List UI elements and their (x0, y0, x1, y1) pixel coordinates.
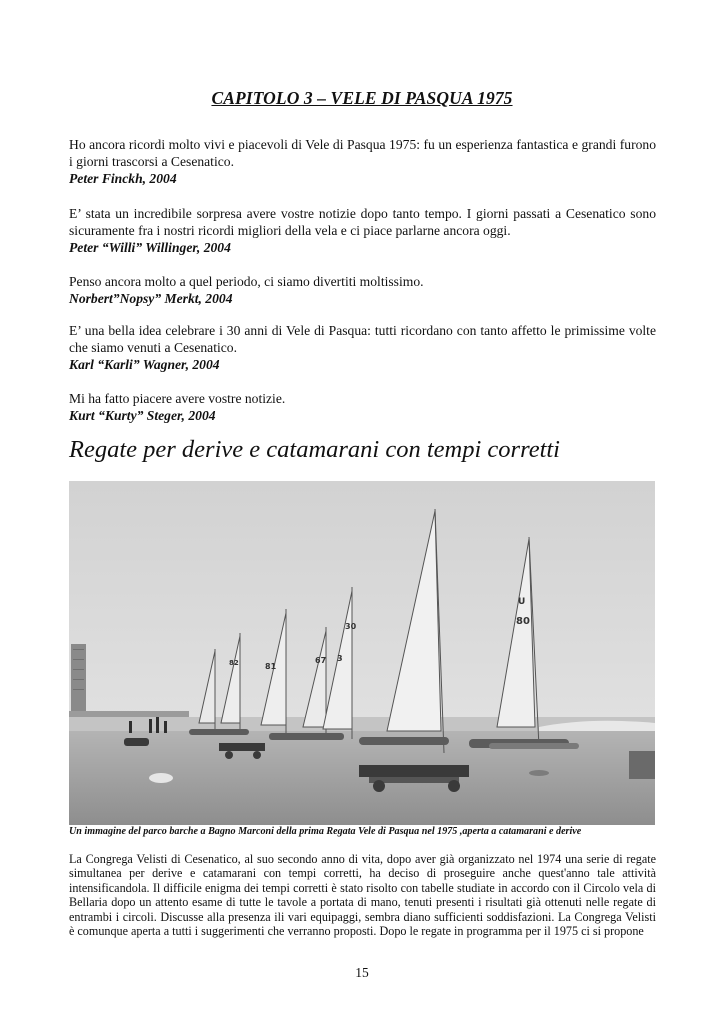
section-heading: Regate per derive e catamarani con tempi corretti (69, 436, 560, 463)
quote-5 (69, 390, 656, 424)
quote-text: Penso ancora molto a quel periodo, ci siamo divertiti moltissimo. (69, 274, 424, 289)
sail-number: 80 (516, 616, 530, 627)
quote-2 (69, 205, 656, 256)
quote-text: E’ stata un incredibile sorpresa avere vostre notizie dopo tanto tempo. I giorni passati a Cesenatico sono sicuramente fra i nostri ricordi migliori della vela e ci piace parlarne ancora oggi. (69, 206, 656, 238)
sail-number: 67 (315, 656, 327, 665)
quote-text: E’ una bella idea celebrare i 30 anni di Vele di Pasqua: tutti ricordano con tanto affetto le primissime volte che siamo venuti a Cesenatico. (69, 323, 656, 355)
quote-1 (69, 136, 656, 187)
quote-author: Norbert”Nopsy” Merkt, 2004 (69, 291, 233, 306)
quote-author: Peter Finckh, 2004 (69, 171, 177, 186)
quote-text: Ho ancora ricordi molto vivi e piacevoli di Vele di Pasqua 1975: fu un esperienza fantastica e grandi furono i giorni trascorsi a Cesenatico. (69, 137, 656, 169)
quote-3 (69, 273, 656, 307)
quote-text: Mi ha fatto piacere avere vostre notizie. (69, 391, 286, 406)
sail-number: 3 (337, 654, 343, 663)
beach-catamarans-photo (69, 481, 655, 825)
quote-author: Kurt “Kurty” Steger, 2004 (69, 408, 216, 423)
chapter-title: CAPITOLO 3 – VELE DI PASQUA 1975 (211, 88, 513, 108)
quote-author: Karl “Karli” Wagner, 2004 (69, 357, 220, 372)
photo-caption: Un immagine del parco barche a Bagno Marconi della prima Regata Vele di Pasqua nel 1975 ,aperta a catamarani e derive (69, 826, 582, 837)
sail-number: 81 (265, 662, 277, 671)
sail-number: 30 (345, 622, 357, 631)
sail-number: U (518, 597, 526, 607)
body-paragraph: La Congrega Velisti di Cesenatico, al suo secondo anno di vita, dopo aver già organizzato nel 1974 una serie di regate simultanea per derive e catamarani con tempi corretti, ha deciso di proseguire anche quest'anno tale attività intensificandola. Il difficile enigma dei tempi corretti è stato risolto con tabelle studiate in accordo con il Circolo vela di Bellaria dopo un attento esame di tutte le tavole a portata di mano, tenuti presenti i risultati già ottenuti nelle regate di entrambi i circoli. Discusse alla presenza ili vari equipaggi, sembra diano sufficienti soddisfazioni. La Congrega Velisti è comunque aperta a tutti i suggerimenti che verranno proposti. Dopo le regate in programma per il 1975 ci si propone (69, 852, 656, 939)
quote-author: Peter “Willi” Willinger, 2004 (69, 240, 231, 255)
sail-number: 82 (229, 659, 239, 667)
page-number: 15 (355, 965, 369, 980)
quote-4 (69, 322, 656, 373)
